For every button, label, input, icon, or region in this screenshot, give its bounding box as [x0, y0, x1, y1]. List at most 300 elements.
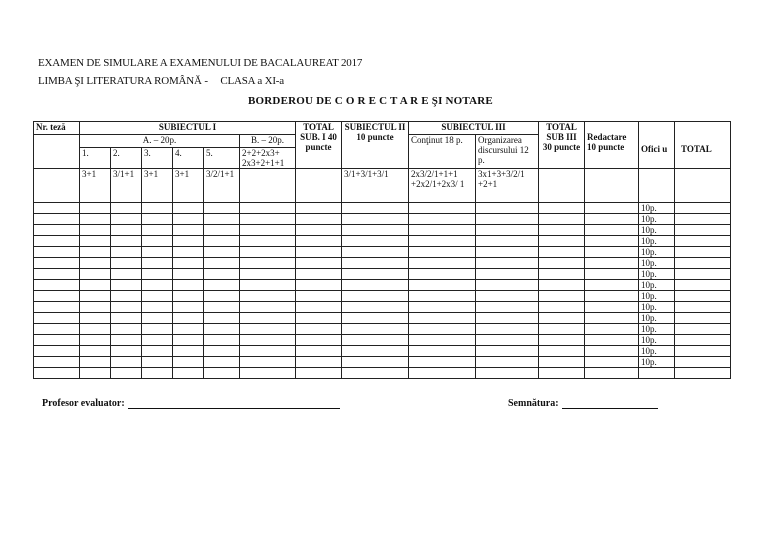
grade-cell[interactable] — [142, 357, 173, 368]
grade-cell[interactable] — [342, 335, 409, 346]
grade-cell[interactable] — [80, 258, 111, 269]
grade-cell[interactable] — [409, 225, 476, 236]
subiectul-3-header: SUBIECTUL III — [409, 122, 539, 135]
grade-cell[interactable] — [675, 247, 731, 258]
grade-cell[interactable] — [240, 214, 296, 225]
grade-cell[interactable] — [111, 269, 142, 280]
grade-cell[interactable] — [675, 302, 731, 313]
grade-cell[interactable] — [296, 236, 342, 247]
grade-cell[interactable] — [539, 291, 585, 302]
grade-cell[interactable] — [111, 302, 142, 313]
oficiu-cell[interactable]: 10p. — [639, 324, 675, 335]
grade-cell[interactable] — [476, 225, 539, 236]
grade-cell[interactable] — [539, 302, 585, 313]
grade-cell[interactable] — [296, 368, 342, 379]
exam-title: EXAMEN DE SIMULARE A EXAMENULUI DE BACALAUREAT 2017 — [38, 57, 363, 69]
grade-cell[interactable] — [409, 236, 476, 247]
grade-cell[interactable] — [142, 291, 173, 302]
continut-scoring: 2x3/2/1+1+1 +2x2/1+2x3/ 1 — [409, 169, 476, 203]
part-b-header: B. – 20p. — [240, 135, 296, 148]
grade-cell[interactable] — [111, 247, 142, 258]
grade-cell[interactable] — [409, 291, 476, 302]
grade-cell[interactable] — [675, 258, 731, 269]
grade-cell[interactable] — [342, 291, 409, 302]
oficiu-cell[interactable]: 10p. — [639, 203, 675, 214]
item-4-header: 4. — [173, 148, 204, 169]
grade-cell[interactable] — [240, 225, 296, 236]
grade-cell[interactable] — [142, 368, 173, 379]
grade-cell[interactable] — [675, 291, 731, 302]
oficiu-cell[interactable]: 10p. — [639, 258, 675, 269]
grade-cell[interactable] — [204, 368, 240, 379]
grade-cell[interactable] — [409, 269, 476, 280]
oficiu-cell[interactable]: 10p. — [639, 357, 675, 368]
item-3-header: 3. — [142, 148, 173, 169]
grade-cell[interactable] — [539, 247, 585, 258]
grade-cell[interactable] — [173, 357, 204, 368]
grade-cell[interactable] — [240, 258, 296, 269]
grade-cell[interactable] — [204, 269, 240, 280]
grade-cell[interactable] — [111, 225, 142, 236]
oficiu-cell[interactable]: 10p. — [639, 280, 675, 291]
grade-cell[interactable] — [240, 324, 296, 335]
grade-cell[interactable] — [80, 313, 111, 324]
grade-cell[interactable] — [173, 346, 204, 357]
part-b-scoring-cell — [240, 169, 296, 203]
grade-cell[interactable] — [585, 214, 639, 225]
grade-cell[interactable] — [476, 357, 539, 368]
grade-cell[interactable] — [142, 280, 173, 291]
grade-cell[interactable] — [204, 324, 240, 335]
grade-rows — [34, 203, 731, 379]
oficiu-cell[interactable]: 10p. — [639, 236, 675, 247]
grade-cell[interactable] — [142, 247, 173, 258]
total-scoring — [675, 169, 731, 203]
grade-cell[interactable] — [240, 291, 296, 302]
total-sub3-scoring — [539, 169, 585, 203]
grade-cell[interactable] — [34, 280, 80, 291]
grade-cell[interactable] — [240, 269, 296, 280]
grade-cell[interactable] — [204, 357, 240, 368]
grade-cell[interactable] — [142, 214, 173, 225]
grade-cell[interactable] — [80, 335, 111, 346]
grade-cell[interactable] — [173, 324, 204, 335]
grade-cell[interactable] — [476, 291, 539, 302]
grade-cell[interactable] — [476, 258, 539, 269]
grade-cell[interactable] — [111, 236, 142, 247]
grade-cell[interactable] — [142, 225, 173, 236]
grade-cell[interactable] — [675, 280, 731, 291]
grade-cell[interactable] — [585, 203, 639, 214]
sub2-scoring: 3/1+3/1+3/1 — [342, 169, 409, 203]
grade-cell[interactable] — [539, 313, 585, 324]
table-row — [34, 258, 731, 269]
grade-cell[interactable] — [585, 247, 639, 258]
grade-cell[interactable] — [34, 324, 80, 335]
grade-cell[interactable] — [342, 214, 409, 225]
grade-cell[interactable] — [342, 324, 409, 335]
oficiu-cell[interactable]: 10p. — [639, 291, 675, 302]
grade-cell[interactable] — [34, 258, 80, 269]
grade-cell[interactable] — [585, 368, 639, 379]
item-3-scoring: 3+1 — [142, 169, 173, 203]
grade-cell[interactable] — [296, 247, 342, 258]
grade-cell[interactable] — [34, 214, 80, 225]
grade-cell[interactable] — [585, 346, 639, 357]
grade-cell[interactable] — [111, 258, 142, 269]
subiectul-2-title: SUBIECTUL II — [344, 122, 406, 132]
grade-cell[interactable] — [476, 302, 539, 313]
grade-cell[interactable] — [111, 214, 142, 225]
grade-cell[interactable] — [80, 280, 111, 291]
grade-cell[interactable] — [111, 203, 142, 214]
grade-cell[interactable] — [80, 214, 111, 225]
semnatura-line[interactable] — [562, 398, 658, 409]
table-row — [34, 214, 731, 225]
grade-cell[interactable] — [111, 291, 142, 302]
grade-cell[interactable] — [539, 225, 585, 236]
grade-cell[interactable] — [173, 225, 204, 236]
grade-cell[interactable] — [204, 203, 240, 214]
oficiu-header: Ofici u — [639, 122, 675, 169]
part-a-header: A. – 20p. — [80, 135, 240, 148]
grade-cell[interactable] — [342, 269, 409, 280]
table-row — [34, 225, 731, 236]
grade-cell[interactable] — [409, 324, 476, 335]
grade-cell[interactable] — [476, 214, 539, 225]
grade-cell[interactable] — [675, 214, 731, 225]
grade-cell[interactable] — [296, 203, 342, 214]
grade-cell[interactable] — [409, 335, 476, 346]
grade-cell[interactable] — [204, 247, 240, 258]
grade-cell[interactable] — [142, 258, 173, 269]
grade-cell[interactable] — [342, 203, 409, 214]
grade-cell[interactable] — [409, 313, 476, 324]
oficiu-cell[interactable]: 10p. — [639, 247, 675, 258]
total-sub1-header: TOTAL SUB. I 40 puncte — [296, 122, 342, 169]
grade-cell[interactable] — [675, 368, 731, 379]
table-row — [34, 346, 731, 357]
redactare-scoring — [585, 169, 639, 203]
grade-cell[interactable] — [539, 203, 585, 214]
grade-cell[interactable] — [240, 203, 296, 214]
grade-cell[interactable] — [476, 335, 539, 346]
grade-cell[interactable] — [342, 236, 409, 247]
subiectul-2-header — [342, 122, 409, 169]
grade-cell[interactable] — [342, 346, 409, 357]
grade-cell[interactable] — [34, 346, 80, 357]
grade-cell[interactable] — [173, 280, 204, 291]
grade-cell[interactable] — [142, 236, 173, 247]
grade-cell[interactable] — [142, 313, 173, 324]
grade-cell[interactable] — [585, 236, 639, 247]
grade-cell[interactable] — [539, 214, 585, 225]
grade-cell[interactable] — [240, 280, 296, 291]
grade-cell[interactable] — [204, 302, 240, 313]
document-heading: BORDEROU DE C O R E C T A R E ŞI NOTARE — [248, 95, 493, 107]
grade-cell[interactable] — [296, 357, 342, 368]
grade-cell[interactable] — [296, 280, 342, 291]
total-sub3-header: TOTAL SUB III 30 puncte — [539, 122, 585, 169]
grade-cell[interactable] — [34, 247, 80, 258]
grade-cell[interactable] — [142, 324, 173, 335]
grade-cell[interactable] — [80, 203, 111, 214]
grade-cell[interactable] — [80, 357, 111, 368]
grade-cell[interactable] — [173, 269, 204, 280]
grade-cell[interactable] — [111, 357, 142, 368]
grade-cell[interactable] — [111, 280, 142, 291]
grade-cell[interactable] — [173, 313, 204, 324]
grade-cell[interactable] — [476, 324, 539, 335]
grade-cell[interactable] — [296, 313, 342, 324]
grade-cell[interactable] — [204, 225, 240, 236]
total-header: TOTAL — [675, 122, 731, 169]
grade-cell[interactable] — [34, 357, 80, 368]
grade-cell[interactable] — [80, 346, 111, 357]
grade-cell[interactable] — [675, 236, 731, 247]
grade-cell[interactable] — [585, 280, 639, 291]
grade-cell[interactable] — [675, 225, 731, 236]
grade-cell[interactable] — [476, 280, 539, 291]
grade-cell[interactable] — [296, 225, 342, 236]
scoring-row-label — [34, 169, 80, 203]
grade-cell[interactable] — [142, 269, 173, 280]
table-row — [34, 357, 731, 368]
part-b-scoring: 2+2+2x3+ 2x3+2+1+1 — [240, 148, 296, 169]
grade-cell[interactable] — [204, 335, 240, 346]
grade-cell[interactable] — [476, 247, 539, 258]
grade-cell[interactable] — [539, 324, 585, 335]
grade-cell[interactable] — [142, 335, 173, 346]
grading-table — [33, 121, 731, 379]
grade-cell[interactable] — [34, 302, 80, 313]
grade-cell[interactable] — [585, 357, 639, 368]
grade-cell[interactable] — [675, 269, 731, 280]
grade-cell[interactable] — [539, 280, 585, 291]
grade-cell[interactable] — [296, 258, 342, 269]
profesor-signature-line[interactable] — [128, 398, 340, 409]
grade-cell[interactable] — [34, 225, 80, 236]
subject-line — [38, 75, 284, 87]
grade-cell[interactable] — [675, 335, 731, 346]
grade-cell[interactable] — [539, 269, 585, 280]
organizare-header: Organizarea discursului 12 p. — [476, 135, 539, 169]
oficiu-cell[interactable]: 10p. — [639, 214, 675, 225]
oficiu-cell[interactable]: 10p. — [639, 313, 675, 324]
grade-cell[interactable] — [111, 346, 142, 357]
grade-cell[interactable] — [142, 203, 173, 214]
grade-cell[interactable] — [342, 225, 409, 236]
table-row — [34, 313, 731, 324]
grade-cell[interactable] — [296, 346, 342, 357]
grade-cell[interactable] — [675, 203, 731, 214]
grade-cell[interactable] — [342, 258, 409, 269]
grade-cell[interactable] — [204, 346, 240, 357]
oficiu-cell[interactable]: 10p. — [639, 335, 675, 346]
grade-cell[interactable] — [342, 280, 409, 291]
grade-cell[interactable] — [296, 269, 342, 280]
oficiu-cell[interactable] — [639, 368, 675, 379]
table-row — [34, 335, 731, 346]
grade-cell[interactable] — [173, 302, 204, 313]
grade-cell[interactable] — [296, 324, 342, 335]
grade-cell[interactable] — [539, 236, 585, 247]
grade-cell[interactable] — [173, 368, 204, 379]
grade-cell[interactable] — [240, 236, 296, 247]
grade-cell[interactable] — [585, 291, 639, 302]
table-row — [34, 324, 731, 335]
grade-cell[interactable] — [80, 302, 111, 313]
grade-cell[interactable] — [296, 291, 342, 302]
grade-cell[interactable] — [240, 346, 296, 357]
organizare-scoring: 3x1+3+3/2/1 +2+1 — [476, 169, 539, 203]
grade-cell[interactable] — [409, 214, 476, 225]
grade-cell[interactable] — [173, 291, 204, 302]
grade-cell[interactable] — [111, 335, 142, 346]
grade-cell[interactable] — [80, 324, 111, 335]
profesor-label: Profesor evaluator: — [42, 398, 125, 409]
semnatura-field — [508, 398, 658, 409]
grade-cell[interactable] — [585, 269, 639, 280]
grade-cell[interactable] — [204, 291, 240, 302]
grade-cell[interactable] — [296, 302, 342, 313]
grade-cell[interactable] — [409, 368, 476, 379]
grade-cell[interactable] — [342, 313, 409, 324]
grade-cell[interactable] — [585, 313, 639, 324]
grade-cell[interactable] — [173, 214, 204, 225]
grade-cell[interactable] — [585, 258, 639, 269]
grade-cell[interactable] — [173, 335, 204, 346]
grade-cell[interactable] — [476, 236, 539, 247]
grade-cell[interactable] — [34, 291, 80, 302]
grade-cell[interactable] — [342, 368, 409, 379]
grade-cell[interactable] — [240, 357, 296, 368]
grade-cell[interactable] — [240, 335, 296, 346]
table-row — [34, 291, 731, 302]
grade-cell[interactable] — [34, 313, 80, 324]
grade-cell[interactable] — [204, 313, 240, 324]
grade-cell[interactable] — [409, 302, 476, 313]
grade-cell[interactable] — [476, 203, 539, 214]
semnatura-label: Semnătura: — [508, 398, 559, 409]
grade-cell[interactable] — [476, 368, 539, 379]
grade-cell[interactable] — [240, 247, 296, 258]
grade-cell[interactable] — [80, 368, 111, 379]
item-5-scoring: 3/2/1+1 — [204, 169, 240, 203]
grade-cell[interactable] — [240, 302, 296, 313]
grade-cell[interactable] — [476, 346, 539, 357]
grade-cell[interactable] — [409, 258, 476, 269]
grade-cell[interactable] — [409, 203, 476, 214]
grade-cell[interactable] — [675, 313, 731, 324]
grade-cell[interactable] — [34, 203, 80, 214]
grade-cell[interactable] — [204, 258, 240, 269]
grade-cell[interactable] — [342, 247, 409, 258]
total-sub1-scoring — [296, 169, 342, 203]
redactare-header: Redactare 10 puncte — [585, 122, 639, 169]
grade-cell[interactable] — [539, 335, 585, 346]
grade-cell[interactable] — [539, 368, 585, 379]
profesor-evaluator-field — [42, 398, 340, 409]
grade-cell[interactable] — [34, 368, 80, 379]
grade-cell[interactable] — [173, 203, 204, 214]
oficiu-cell[interactable]: 10p. — [639, 269, 675, 280]
grade-cell[interactable] — [585, 335, 639, 346]
grade-cell[interactable] — [296, 214, 342, 225]
grade-cell[interactable] — [80, 247, 111, 258]
nr-teza-header: Nr. teză — [34, 122, 80, 135]
grade-cell[interactable] — [476, 313, 539, 324]
grade-cell[interactable] — [539, 346, 585, 357]
class-label: CLASA a XI-a — [220, 75, 284, 87]
grade-cell[interactable] — [409, 357, 476, 368]
grade-cell[interactable] — [111, 324, 142, 335]
oficiu-cell[interactable]: 10p. — [639, 302, 675, 313]
grade-cell[interactable] — [585, 324, 639, 335]
grade-cell[interactable] — [585, 225, 639, 236]
table-row — [34, 302, 731, 313]
table-row — [34, 280, 731, 291]
grade-cell[interactable] — [173, 247, 204, 258]
grade-cell[interactable] — [204, 280, 240, 291]
item-1-scoring: 3+1 — [80, 169, 111, 203]
grade-cell[interactable] — [142, 302, 173, 313]
grade-cell[interactable] — [342, 357, 409, 368]
grade-cell[interactable] — [80, 269, 111, 280]
grade-cell[interactable] — [34, 269, 80, 280]
grade-cell[interactable] — [240, 368, 296, 379]
grade-cell[interactable] — [111, 313, 142, 324]
nr-teza-spacer — [34, 135, 80, 169]
grade-cell[interactable] — [342, 302, 409, 313]
grade-cell[interactable] — [675, 324, 731, 335]
table-row — [34, 236, 731, 247]
grade-cell[interactable] — [409, 346, 476, 357]
item-4-scoring: 3+1 — [173, 169, 204, 203]
grade-cell[interactable] — [173, 258, 204, 269]
item-5-header: 5. — [204, 148, 240, 169]
grade-cell[interactable] — [296, 335, 342, 346]
subiectul-2-points: 10 puncte — [356, 132, 394, 142]
oficiu-scoring — [639, 169, 675, 203]
grade-cell[interactable] — [80, 225, 111, 236]
oficiu-cell[interactable]: 10p. — [639, 225, 675, 236]
grade-cell[interactable] — [142, 346, 173, 357]
grade-cell[interactable] — [173, 236, 204, 247]
grade-cell[interactable] — [539, 258, 585, 269]
grade-cell[interactable] — [80, 291, 111, 302]
table-row — [34, 368, 731, 379]
item-2-header: 2. — [111, 148, 142, 169]
grade-cell[interactable] — [675, 346, 731, 357]
continut-header: Conţinut 18 p. — [409, 135, 476, 169]
grade-cell[interactable] — [80, 236, 111, 247]
grade-cell[interactable] — [204, 214, 240, 225]
grade-cell[interactable] — [204, 236, 240, 247]
grade-cell[interactable] — [675, 357, 731, 368]
grade-cell[interactable] — [34, 236, 80, 247]
subject-name: LIMBA ŞI LITERATURA ROMÂNĂ - — [38, 75, 208, 87]
oficiu-cell[interactable]: 10p. — [639, 346, 675, 357]
grade-cell[interactable] — [111, 368, 142, 379]
grade-cell[interactable] — [409, 247, 476, 258]
grade-cell[interactable] — [539, 357, 585, 368]
grade-cell[interactable] — [34, 335, 80, 346]
grade-cell[interactable] — [240, 313, 296, 324]
grade-cell[interactable] — [585, 302, 639, 313]
grade-cell[interactable] — [476, 269, 539, 280]
grade-cell[interactable] — [409, 280, 476, 291]
